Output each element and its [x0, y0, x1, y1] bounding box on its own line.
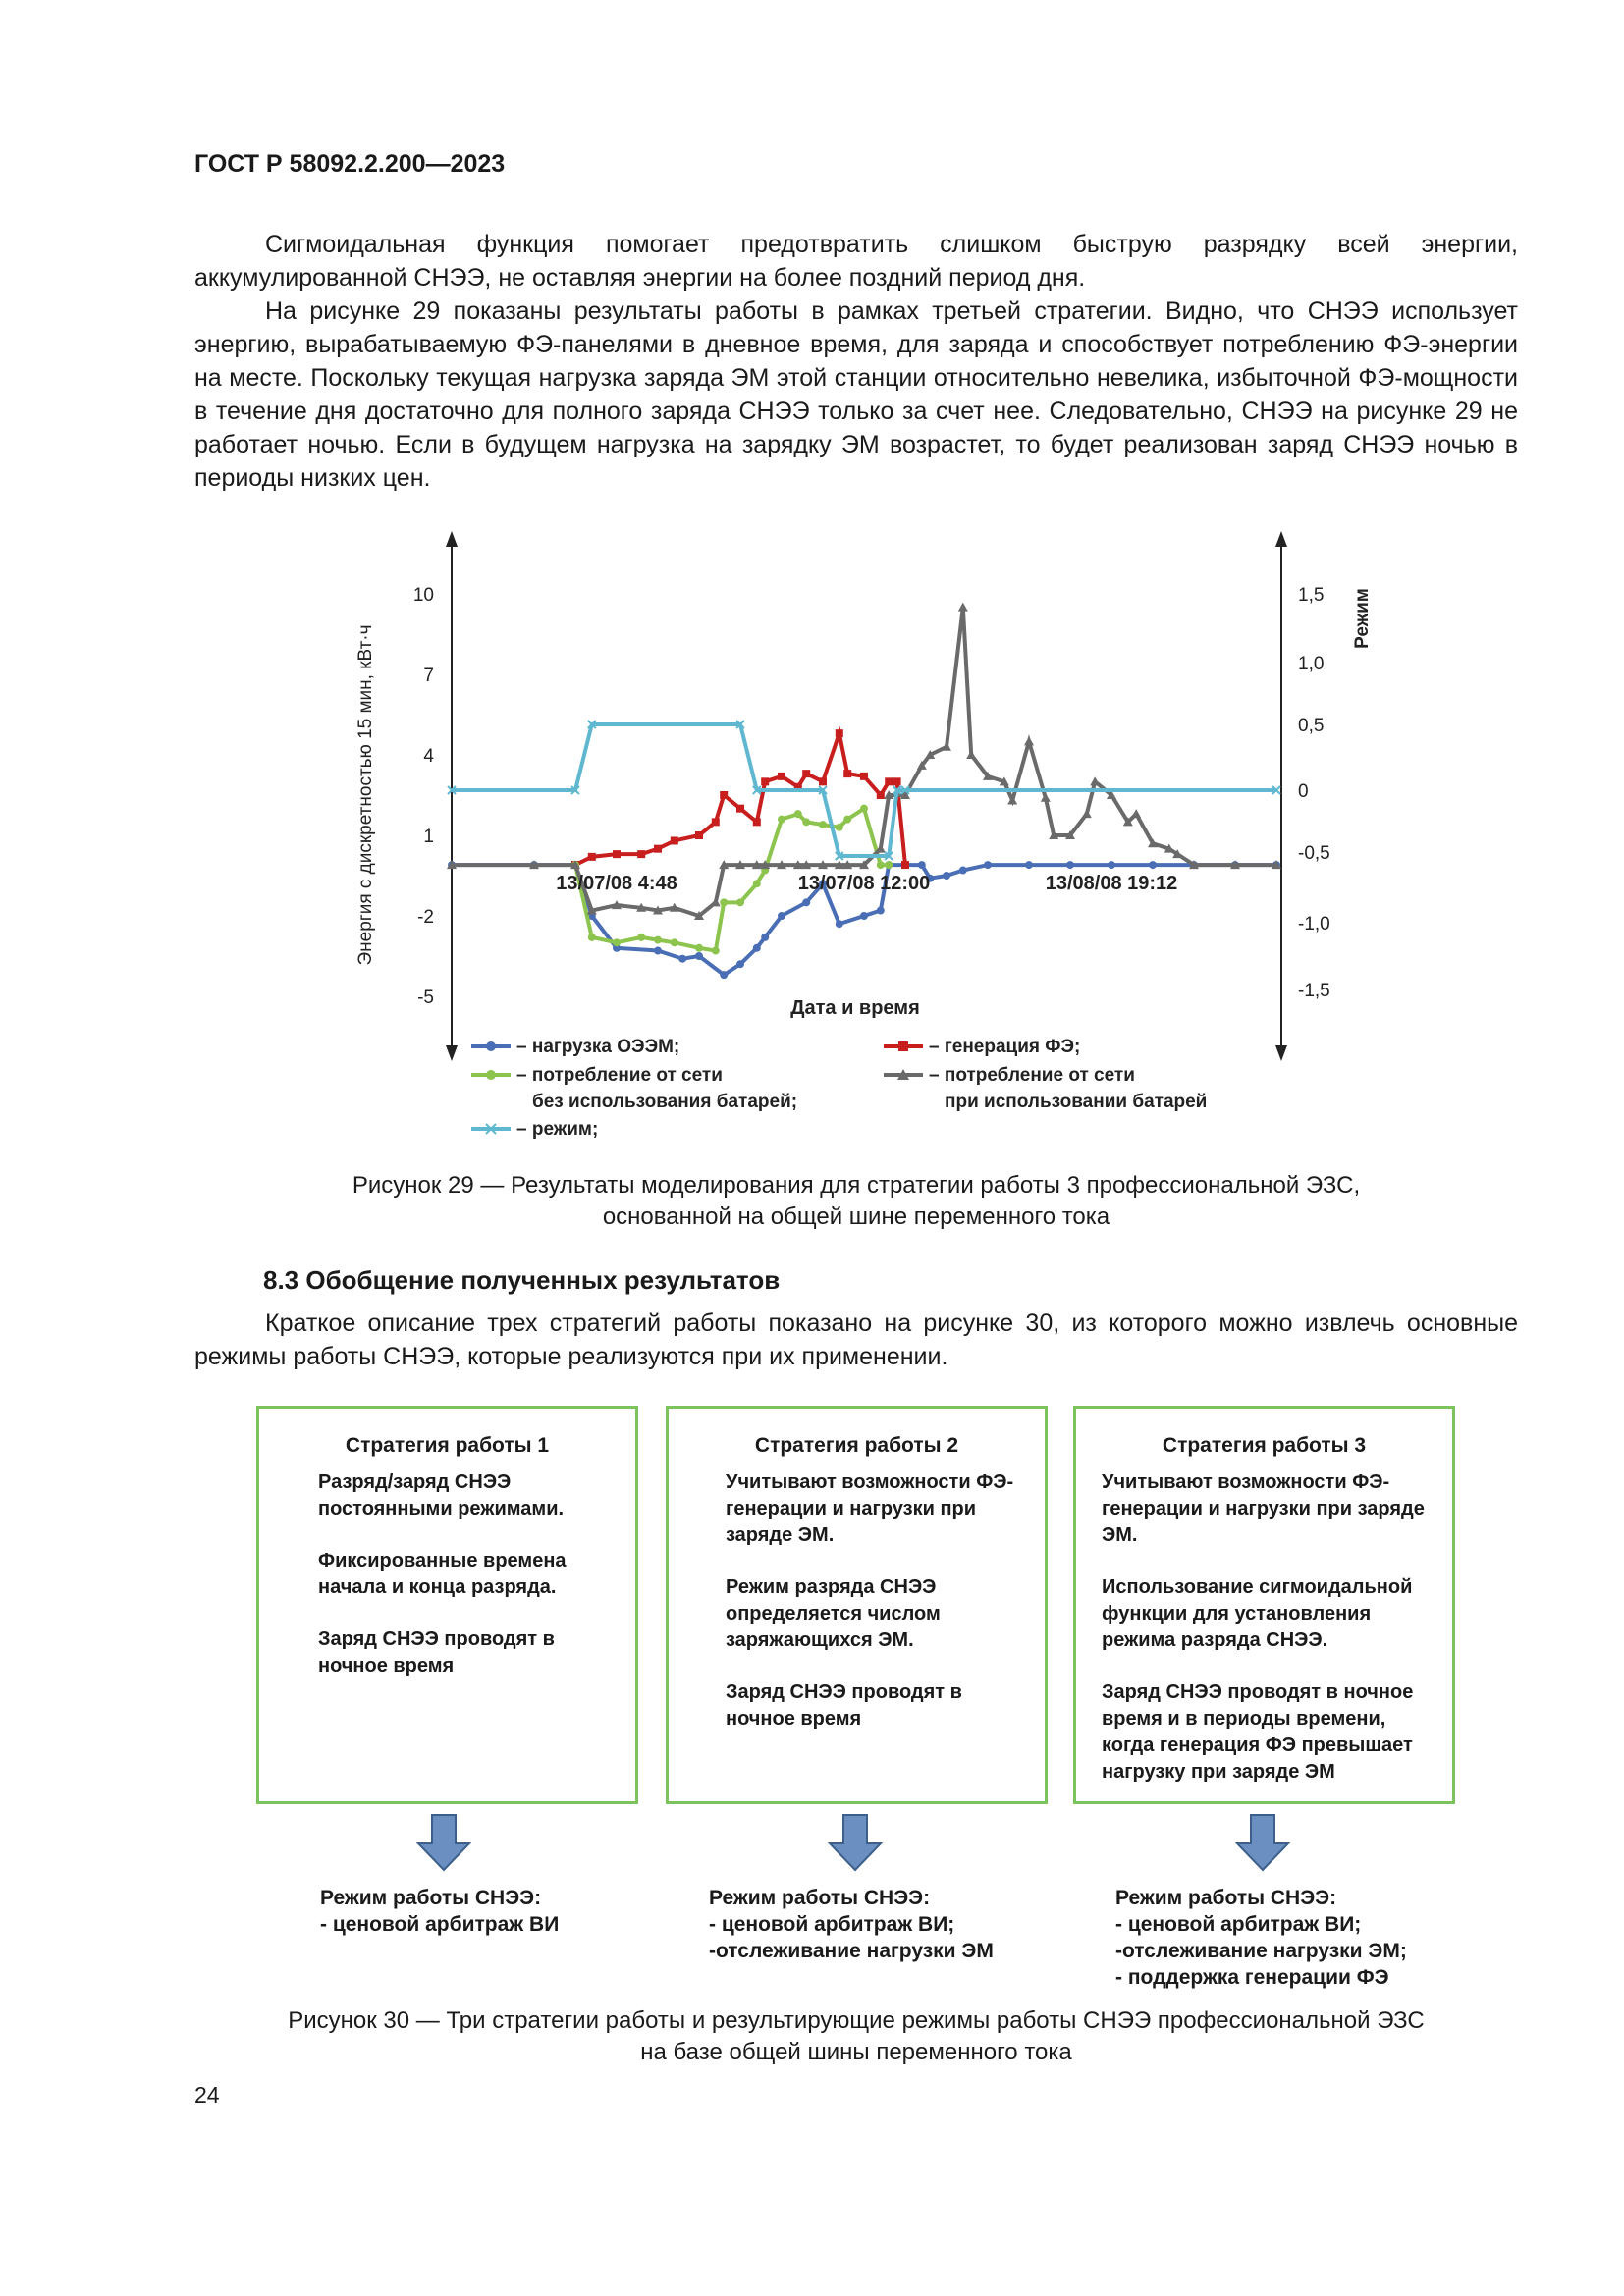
y2-tick-label: -1,5 [1298, 981, 1330, 1001]
strategy-text: Заряд СНЭЭ проводят в ночное время [318, 1629, 555, 1677]
figure-30-caption [194, 2005, 1518, 2068]
data-point [843, 816, 851, 824]
mode-line: Режим работы СНЭЭ: [320, 1887, 542, 1909]
mode-line: -отслеживание нагрузки ЭМ; [1115, 1940, 1407, 1962]
data-point [1025, 861, 1033, 869]
down-arrow-icon [828, 1814, 883, 1871]
data-point [836, 729, 843, 737]
y-axis-title: Энергия с дискретностью 15 мин, кВт·ч [355, 624, 376, 966]
data-point [836, 920, 843, 928]
paragraph: Сигмоидальная функция помогает предотвратить слишком быструю разрядку всей энергии, аккумулированной СНЭЭ, не оставляя энергии на более поздний период дня. [194, 231, 1518, 292]
data-point [877, 791, 885, 799]
data-point [966, 750, 976, 759]
legend-label: – потребление от сети [516, 1065, 723, 1086]
data-point [588, 934, 596, 941]
data-point [654, 936, 662, 944]
series-line-1 [575, 733, 905, 865]
data-point [877, 861, 885, 869]
mode-line: - поддержка генерации ФЭ [1115, 1966, 1389, 1989]
mode-line: Режим работы СНЭЭ: [1115, 1887, 1337, 1909]
right-axis-arrow-down [1275, 1045, 1287, 1061]
y-tick-label: 7 [423, 666, 434, 686]
data-point [959, 867, 967, 875]
figure-29-chart [344, 525, 1373, 1153]
legend-label: – потребление от сети [929, 1065, 1135, 1086]
data-point [819, 777, 827, 785]
strategy-text: Режим разряда СНЭЭ определяется числом заряжающихся ЭМ. [726, 1576, 941, 1651]
data-point [1066, 861, 1074, 869]
data-point [695, 952, 703, 960]
data-point [671, 836, 678, 844]
data-point [712, 947, 720, 955]
data-point [893, 777, 901, 785]
legend-label: – генерация ФЭ; [929, 1037, 1081, 1057]
data-point [654, 845, 662, 853]
data-point [843, 770, 851, 777]
data-point [720, 898, 728, 906]
caption-line: Рисунок 30 — Три стратегии работы и результирующие режимы работы СНЭЭ профессиональной ЭЗС [288, 2007, 1425, 2034]
legend-label: при использовании батарей [945, 1092, 1208, 1112]
data-point [1024, 736, 1034, 745]
strategy-text: Использование сигмоидальной функции для установления режима разряда СНЭЭ. [1102, 1576, 1413, 1651]
data-point [802, 770, 810, 777]
y-tick-label: 10 [412, 585, 434, 606]
data-point [819, 821, 827, 828]
data-point [802, 818, 810, 826]
x-date-label: 13/08/08 19:12 [1045, 873, 1178, 894]
data-point [1090, 776, 1100, 785]
legend-label: – режим; [516, 1119, 599, 1140]
data-point [753, 880, 761, 887]
data-point [778, 912, 785, 920]
down-arrow-icon [1235, 1814, 1290, 1871]
legend-marker [898, 1041, 908, 1051]
data-point [918, 861, 926, 869]
data-point [778, 773, 785, 780]
strategy-text: Разряд/заряд СНЭЭ постоянными режимами. [318, 1471, 565, 1520]
y2-tick-label: 0 [1298, 781, 1309, 802]
data-point [720, 791, 728, 799]
strategy-title: Стратегия работы 2 [754, 1434, 959, 1457]
mode-line: Режим работы СНЭЭ: [709, 1887, 931, 1909]
data-point [761, 934, 769, 941]
data-point [588, 853, 596, 861]
data-point [613, 850, 621, 858]
y-tick-label: 1 [423, 827, 434, 847]
data-point [794, 810, 802, 818]
data-point [671, 938, 678, 946]
data-point [836, 824, 843, 831]
paragraph: Краткое описание трех стратегий работы показано на рисунке 30, из которого можно извлечь основные режимы работы СНЭЭ, которые реализуются при их применении. [194, 1309, 1518, 1370]
data-point [778, 816, 785, 824]
legend-marker [486, 1070, 496, 1080]
series-line-3 [452, 608, 1276, 916]
data-point [637, 850, 645, 858]
section-heading: 8.3 Обобщение полученных результатов [263, 1265, 781, 1295]
strategy-box-3 [1073, 1406, 1455, 1804]
x-date-label: 13/07/08 4:48 [556, 873, 677, 894]
strategy-box-1 [256, 1406, 638, 1804]
data-point [1149, 861, 1157, 869]
data-point [753, 818, 761, 826]
y2-tick-label: -1,0 [1298, 914, 1330, 934]
strategy-3-mode [1115, 1885, 1407, 1991]
strategy-text: Фиксированные времена начала и конца разряда. [318, 1550, 567, 1598]
strategy-text: Заряд СНЭЭ проводят в ночное время [726, 1682, 962, 1730]
data-point [736, 805, 744, 813]
y2-tick-label: 1,0 [1298, 654, 1325, 674]
data-point [885, 861, 893, 869]
strategy-1-mode [320, 1885, 559, 1938]
y-tick-label: -2 [417, 907, 434, 928]
y2-tick-label: -0,5 [1298, 843, 1330, 864]
data-point [736, 960, 744, 968]
y2-tick-label: 1,5 [1298, 585, 1325, 606]
data-point [695, 944, 703, 952]
mode-line: - ценовой арбитраж ВИ [320, 1913, 560, 1936]
legend-marker [486, 1041, 496, 1051]
strategy-title: Стратегия работы 1 [345, 1434, 550, 1457]
data-point [958, 603, 968, 612]
data-point [860, 912, 868, 920]
document-header: ГОСТ Р 58092.2.200—2023 [194, 150, 506, 178]
down-arrow-icon [416, 1814, 471, 1871]
figure-29-caption [194, 1170, 1518, 1233]
strategy-text: Заряд СНЭЭ проводят в ночное время и в периоды времени, когда генерация ФЭ превышает нагрузку при заряде ЭМ [1102, 1682, 1414, 1783]
data-point [753, 944, 761, 952]
strategy-text: Учитывают возможности ФЭ-генерации и нагрузки при заряде ЭМ. [1102, 1471, 1425, 1546]
mode-line: - ценовой арбитраж ВИ; [709, 1913, 955, 1936]
strategy-title: Стратегия работы 3 [1162, 1434, 1367, 1457]
data-point [678, 955, 686, 963]
mode-line: -отслеживание нагрузки ЭМ [709, 1940, 994, 1962]
data-point [654, 947, 662, 955]
data-point [885, 777, 893, 785]
data-point [1082, 809, 1092, 818]
data-point [613, 938, 621, 946]
caption-line: Рисунок 29 — Результаты моделирования для стратегии работы 3 профессиональной ЭЗС, [352, 1172, 1361, 1199]
left-axis-arrow-down [446, 1045, 458, 1061]
data-point [637, 934, 645, 941]
caption-line: на базе общей шины переменного тока [640, 2039, 1072, 2065]
data-point [1108, 861, 1115, 869]
legend-label: – нагрузка ОЭЭМ; [516, 1037, 680, 1057]
data-point [877, 907, 885, 915]
y-tick-label: 4 [423, 746, 434, 767]
data-point [860, 805, 868, 813]
legend-label: без использования батарей; [532, 1092, 798, 1112]
data-point [901, 861, 909, 869]
data-point [761, 777, 769, 785]
data-point [802, 898, 810, 906]
mode-line: - ценовой арбитраж ВИ; [1115, 1913, 1362, 1936]
page-number: 24 [194, 2082, 220, 2108]
data-point [695, 831, 703, 839]
data-point [943, 872, 950, 880]
y-tick-label: -5 [417, 988, 434, 1008]
y2-axis-title: Режим [1352, 588, 1373, 649]
strategy-text: Учитывают возможности ФЭ-генерации и нагрузки при заряде ЭМ. [726, 1471, 1014, 1546]
paragraph: На рисунке 29 показаны результаты работы в рамках третьей стратегии. Видно, что СНЭЭ использует энергию, вырабатываемую ФЭ-панелями в дневное время, для заряда и способствует потреблению ФЭ-энергии на месте. Поскольку текущая нагрузка заряда ЭМ этой станции относительно невелика, избыточной ФЭ-мощности в течение дня достаточно для полного заряда СНЭЭ только за счет нее. Следовательно, СНЭЭ на рисунке 29 не работает ночью. Если в будущем нагрузка на зарядку ЭМ возрастет, то будет реализован заряд СНЭЭ ночью в периоды низких цен. [194, 297, 1518, 492]
y2-tick-label: 0,5 [1298, 716, 1325, 736]
x-axis-title: Дата и время [790, 997, 920, 1019]
data-point [711, 897, 721, 906]
right-axis-arrow-up [1275, 531, 1287, 547]
data-point [860, 773, 868, 780]
data-point [712, 818, 720, 826]
data-point [720, 971, 728, 979]
x-date-label: 13/07/08 12:00 [797, 873, 931, 894]
strategy-box-2 [666, 1406, 1048, 1804]
data-point [736, 898, 744, 906]
left-axis-arrow-up [446, 531, 458, 547]
data-point [1131, 809, 1141, 818]
strategy-2-mode [709, 1885, 994, 1964]
data-point [984, 861, 992, 869]
data-point [1041, 793, 1051, 802]
caption-line: основанной на общей шине переменного тока [602, 1203, 1110, 1230]
